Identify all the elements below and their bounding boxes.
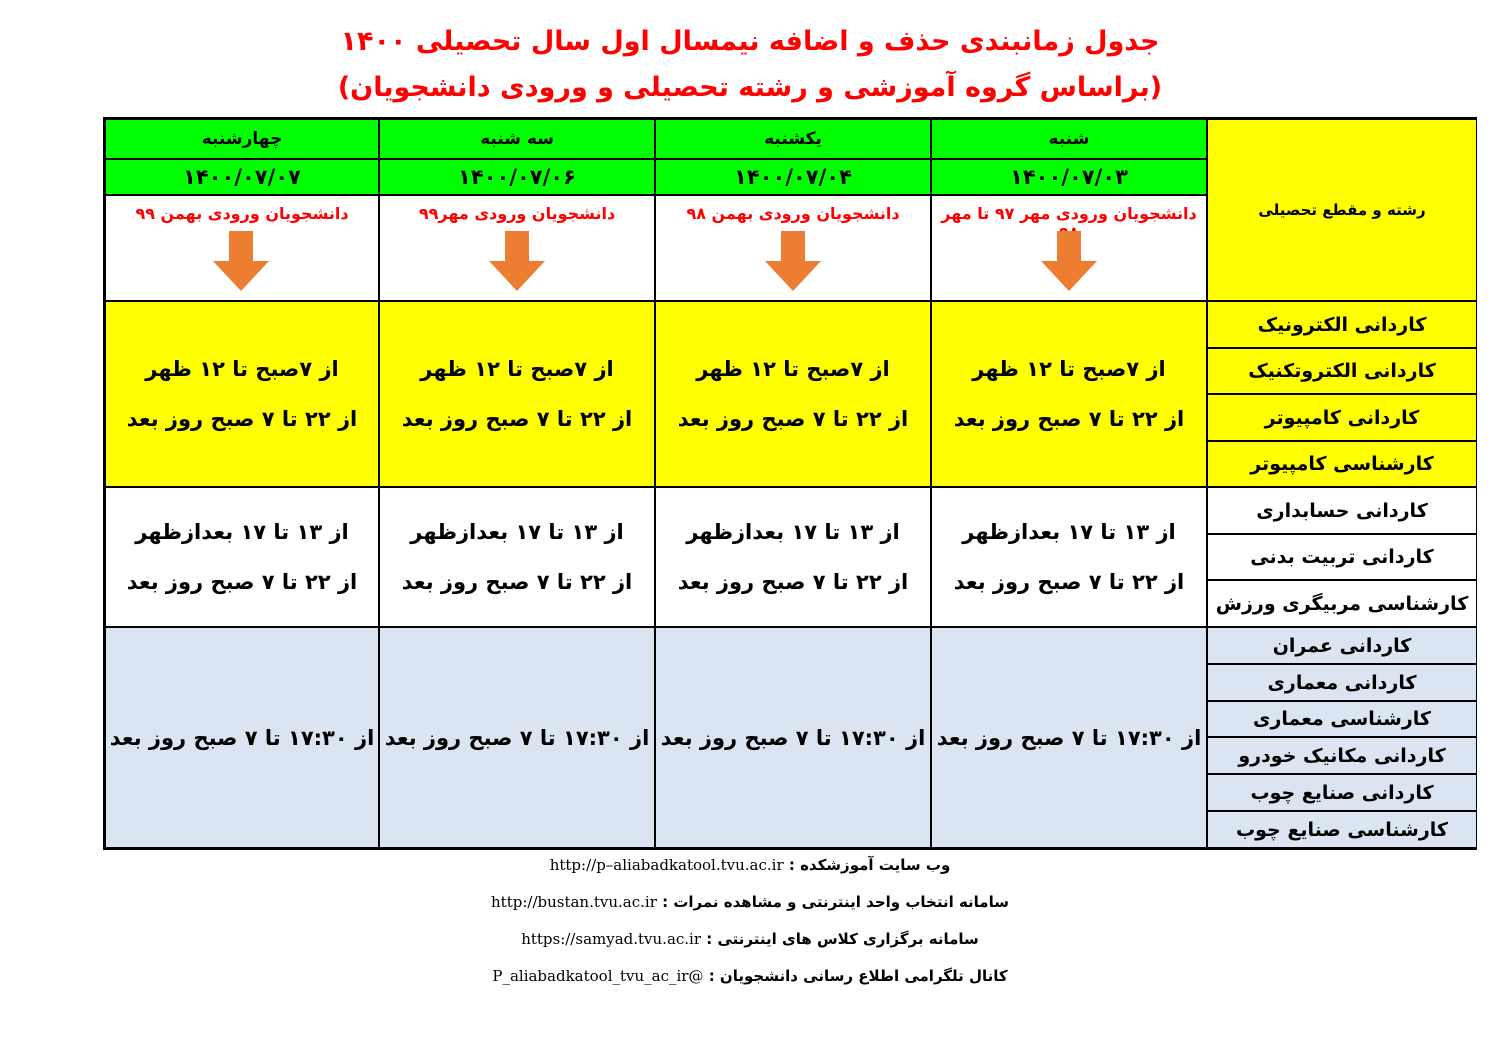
program-cell: کاردانی الکترونیک (1207, 301, 1477, 348)
time-line: از ۱۷:۳۰ تا ۷ صبح روز بعد (936, 725, 1202, 750)
day-note-text-0: دانشجویان ورودی مهر ۹۷ تا مهر (941, 204, 1197, 223)
footer-telegram (0, 967, 1500, 985)
day-date-1: ۱۴۰۰/۰۷/۰۴ (655, 159, 931, 195)
time-line: از ۷صبح تا ۱۲ ظهر (972, 357, 1166, 381)
day-name-1: یکشنبه (655, 119, 931, 159)
page-title: جدول زمانبندی حذف و اضافه نیمسال اول سال تحصیلی ۱۴۰۰ (340, 26, 1160, 57)
time-line: از ۲۲ تا ۷ صبح روز بعد (953, 570, 1185, 594)
day-date-2: ۱۴۰۰/۰۷/۰۶ (379, 159, 655, 195)
time-line: از ۱۳ تا ۱۷ بعدازظهر (962, 520, 1176, 544)
footer-bustan (0, 893, 1500, 911)
day-note-text-1: دانشجویان ورودی بهمن ۹۸ (686, 204, 900, 223)
bustan-link[interactable]: http://bustan.tvu.ac.ir (491, 893, 657, 911)
website-link[interactable]: http://p–aliabadkatool.tvu.ac.ir (549, 856, 784, 874)
samyad-link[interactable]: https://samyad.tvu.ac.ir (521, 930, 702, 948)
program-cell: کاردانی معماری (1207, 664, 1477, 701)
time-cell (379, 487, 655, 627)
program-column-header: رشته و مقطع تحصیلی (1207, 119, 1477, 301)
arrow-down-icon (1039, 231, 1099, 293)
time-line: از ۲۲ تا ۷ صبح روز بعد (126, 570, 358, 594)
time-cell (931, 627, 1207, 848)
time-cell (379, 627, 655, 848)
time-line: از ۱۷:۳۰ تا ۷ صبح روز بعد (109, 725, 375, 750)
footer-label: وب سایت آموزشکده : (783, 856, 951, 874)
day-name-0: شنبه (931, 119, 1207, 159)
day-name-3: چهارشنبه (105, 119, 379, 159)
program-cell: کارشناسی مربیگری ورزش (1207, 580, 1477, 627)
time-cell (105, 301, 379, 487)
time-cell (379, 301, 655, 487)
day-note-text-3: دانشجویان ورودی بهمن ۹۹ (135, 204, 349, 223)
time-cell (931, 487, 1207, 627)
day-date-0: ۱۴۰۰/۰۷/۰۳ (931, 159, 1207, 195)
time-cell (105, 487, 379, 627)
telegram-link[interactable]: @P_aliabadkatool_tvu_ac_ir (492, 967, 704, 985)
arrow-down-icon (211, 231, 271, 293)
time-line: از ۲۲ تا ۷ صبح روز بعد (677, 407, 909, 431)
time-line: از ۱۷:۳۰ تا ۷ صبح روز بعد (660, 725, 926, 750)
footer-website (0, 856, 1500, 874)
program-cell: کارشناسی کامپیوتر (1207, 441, 1477, 487)
arrow-down-icon (763, 231, 823, 293)
time-line: از ۷صبح تا ۱۲ ظهر (420, 357, 614, 381)
time-line: از ۲۲ تا ۷ صبح روز بعد (126, 407, 358, 431)
program-cell: کارشناسی صنایع چوب (1207, 811, 1477, 848)
time-line: از ۲۲ تا ۷ صبح روز بعد (953, 407, 1185, 431)
program-cell: کارشناسی معماری (1207, 701, 1477, 737)
time-line: از ۲۲ تا ۷ صبح روز بعد (401, 407, 633, 431)
program-cell: کاردانی مکانیک خودرو (1207, 737, 1477, 774)
footer-label: سامانه انتخاب واحد اینترنتی و مشاهده نمرات : (656, 893, 1009, 911)
time-line: از ۷صبح تا ۱۲ ظهر (696, 357, 890, 381)
day-date-3: ۱۴۰۰/۰۷/۰۷ (105, 159, 379, 195)
time-cell (655, 487, 931, 627)
time-cell (105, 627, 379, 848)
time-line: از ۲۲ تا ۷ صبح روز بعد (677, 570, 909, 594)
time-line: از ۱۷:۳۰ تا ۷ صبح روز بعد (384, 725, 650, 750)
program-cell: کاردانی الکتروتکنیک (1207, 348, 1477, 394)
time-line: از ۲۲ تا ۷ صبح روز بعد (401, 570, 633, 594)
program-cell: کاردانی عمران (1207, 627, 1477, 664)
program-cell: کاردانی حسابداری (1207, 487, 1477, 534)
page-subtitle: (براساس گروه آموزشی و رشته تحصیلی و ورودی دانشجویان) (337, 72, 1163, 103)
time-line: از ۱۳ تا ۱۷ بعدازظهر (410, 520, 624, 544)
time-line: از ۱۳ تا ۱۷ بعدازظهر (686, 520, 900, 544)
arrow-down-icon (487, 231, 547, 293)
time-cell (655, 301, 931, 487)
day-name-2: سه شنبه (379, 119, 655, 159)
time-line: از ۱۳ تا ۱۷ بعدازظهر (135, 520, 349, 544)
footer-label: کانال تلگرامی اطلاع رسانی دانشجویان : (703, 967, 1008, 985)
time-cell (931, 301, 1207, 487)
day-note-text-2: دانشجویان ورودی مهر۹۹ (418, 204, 616, 223)
footer-samyad (0, 930, 1500, 948)
footer-label: سامانه برگزاری کلاس های اینترنتی : (701, 930, 979, 948)
program-cell: کاردانی کامپیوتر (1207, 394, 1477, 441)
program-cell: کاردانی صنایع چوب (1207, 774, 1477, 811)
time-cell (655, 627, 931, 848)
schedule-table (103, 117, 1477, 850)
time-line: از ۷صبح تا ۱۲ ظهر (145, 357, 339, 381)
program-cell: کاردانی تربیت بدنی (1207, 534, 1477, 580)
